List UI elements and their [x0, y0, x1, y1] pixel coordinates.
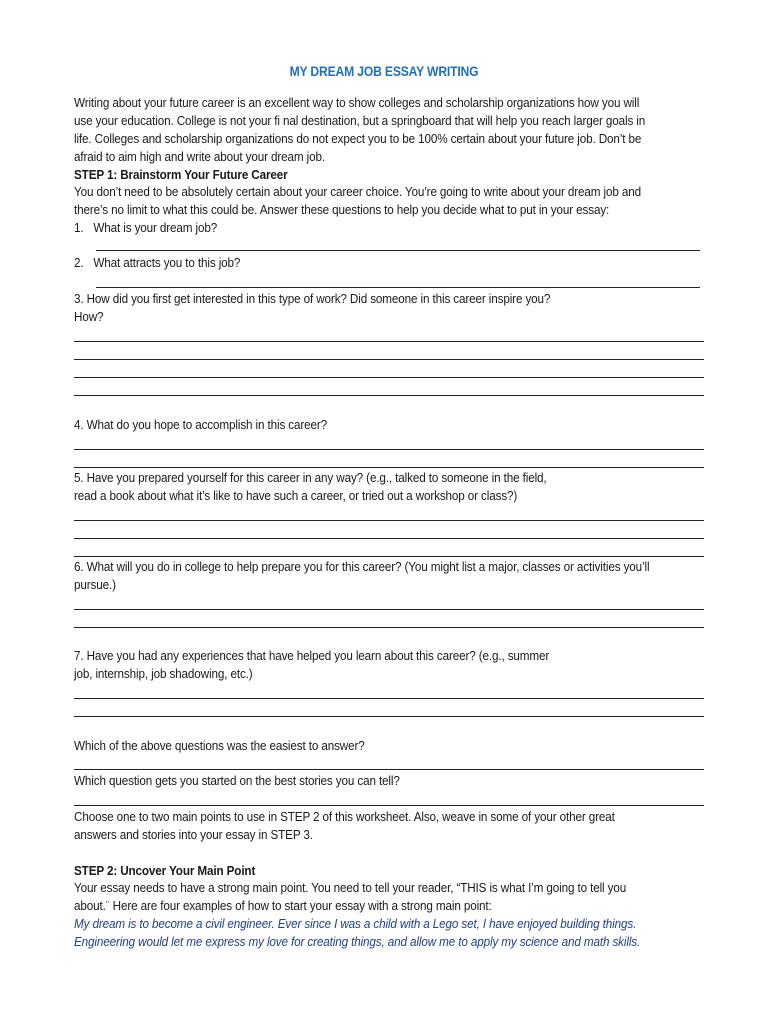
page-title: MY DREAM JOB ESSAY WRITING: [289, 64, 479, 79]
answer-line[interactable]: [74, 609, 704, 610]
question-6-line: pursue.): [74, 577, 116, 592]
answer-line[interactable]: [74, 377, 704, 378]
step2-intro-line: Your essay needs to have a strong main point. You need to tell your reader, “THIS is what I’m going to tell you: [74, 880, 627, 895]
intro-line: use your education. College is not your fi nal destination, but a springboard that will help you reach larger goals in: [74, 113, 646, 128]
question-5-line: read a book about what it’s like to have such a career, or tried out a workshop or class?): [74, 488, 518, 503]
question-3-line: How?: [74, 309, 104, 324]
question-7-line: job, internship, job shadowing, etc.): [74, 666, 253, 681]
answer-line[interactable]: [74, 520, 704, 521]
intro-line: Writing about your future career is an excellent way to show colleges and scholarship organizations how you will: [74, 95, 640, 110]
choose-points-line: Choose one to two main points to use in STEP 2 of this worksheet. Also, weave in some of your other great: [74, 809, 615, 824]
intro-line: afraid to aim high and write about your dream job.: [74, 149, 325, 164]
example-main-point-line: My dream is to become a civil engineer. Ever since I was a child with a Lego set, I have enjoyed building things.: [74, 916, 637, 931]
question-3-line: 3. How did you first get interested in this type of work? Did someone in this career inspire you?: [74, 291, 551, 306]
answer-line[interactable]: [74, 556, 704, 557]
answer-line[interactable]: [74, 805, 704, 806]
question-1: [74, 219, 217, 237]
step2-intro-line: about.¨ Here are four examples of how to start your essay with a strong main point:: [74, 898, 492, 913]
choose-points-line: answers and stories into your essay in STEP 3.: [74, 827, 313, 842]
question-text: What is your dream job?: [93, 220, 218, 235]
answer-line[interactable]: [74, 716, 704, 717]
answer-line[interactable]: [74, 769, 704, 770]
question-best-stories: Which question gets you started on the best stories you can tell?: [74, 773, 400, 788]
answer-line[interactable]: [74, 698, 704, 699]
question-number: 1.: [74, 220, 84, 235]
answer-line[interactable]: [74, 341, 704, 342]
step1-intro-line: You don’t need to be absolutely certain about your career choice. You’re going to write about your dream job and: [74, 184, 641, 199]
question-easiest: Which of the above questions was the easiest to answer?: [74, 738, 365, 753]
question-text: What attracts you to this job?: [93, 255, 241, 270]
answer-line[interactable]: [74, 449, 704, 450]
question-number: 2.: [74, 255, 84, 270]
question-7-line: 7. Have you had any experiences that have helped you learn about this career? (e.g., summer: [74, 648, 550, 663]
step2-heading: STEP 2: Uncover Your Main Point: [74, 863, 256, 878]
question-2: [74, 254, 240, 272]
answer-line[interactable]: [74, 538, 704, 539]
answer-line[interactable]: [74, 359, 704, 360]
answer-line[interactable]: [74, 467, 704, 468]
intro-line: life. Colleges and scholarship organizations do not expect you to be 100% certain about your future job. Don’t be: [74, 131, 642, 146]
answer-line[interactable]: [74, 395, 704, 396]
answer-line[interactable]: [96, 287, 700, 288]
step1-heading: STEP 1: Brainstorm Your Future Career: [74, 167, 288, 182]
answer-line[interactable]: [74, 627, 704, 628]
answer-line[interactable]: [96, 250, 700, 251]
question-6-line: 6. What will you do in college to help prepare you for this career? (You might list a major, classes or activities you’ll: [74, 559, 650, 574]
question-4: 4. What do you hope to accomplish in this career?: [74, 417, 328, 432]
question-5-line: 5. Have you prepared yourself for this career in any way? (e.g., talked to someone in the field,: [74, 470, 547, 485]
step1-intro-line: there’s no limit to what this could be. Answer these questions to help you decide what to put in your essay:: [74, 202, 610, 217]
example-main-point-line: Engineering would let me express my love for creating things, and allow me to apply my science and math skills.: [74, 934, 641, 949]
